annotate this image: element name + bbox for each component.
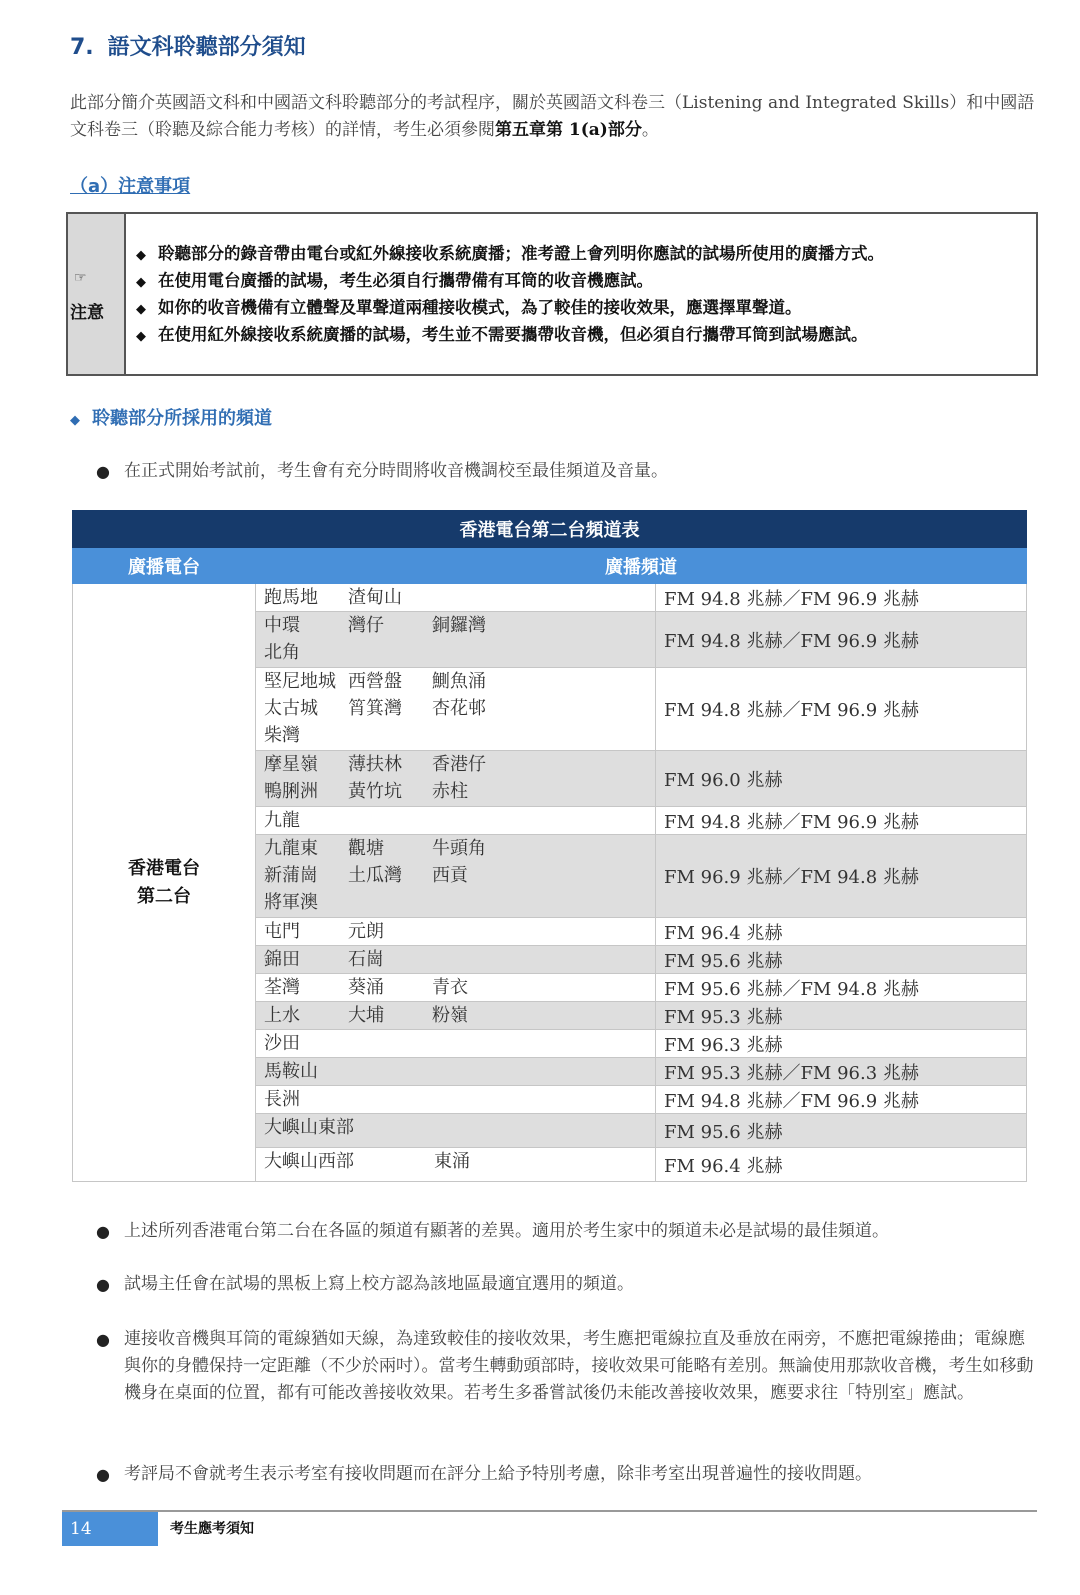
- area-name: 石崗: [348, 949, 384, 970]
- section-title: 語文科聆聽部分須知: [107, 35, 306, 60]
- area-name: 粉嶺: [432, 1005, 468, 1026]
- area-name: 沙田: [264, 1033, 300, 1054]
- subsection-a-heading: （a）注意事項: [70, 176, 191, 197]
- area-name: 摩星嶺: [264, 754, 318, 775]
- channels-heading-text: 聆聽部分所採用的頻道: [92, 408, 272, 429]
- bullet-dot-icon: ●: [96, 1465, 110, 1484]
- footer-title: 考生應考須知: [170, 1521, 254, 1537]
- area-name: 大嶼山西部: [264, 1151, 354, 1172]
- bullet-dot-icon: ●: [96, 1275, 110, 1294]
- areas-cell: [256, 835, 656, 918]
- frequency-cell: FM 95.6 兆赫: [656, 946, 1027, 974]
- frequency-cell: FM 96.3 兆赫: [656, 1030, 1027, 1058]
- frequency-cell: FM 94.8 兆赫／FM 96.9 兆赫: [656, 668, 1027, 751]
- area-line: [264, 1002, 647, 1029]
- frequency-cell: FM 94.8 兆赫／FM 96.9 兆赫: [656, 584, 1027, 612]
- area-name: 太古城: [264, 698, 318, 719]
- area-line: [264, 668, 647, 695]
- area-line: [264, 612, 647, 639]
- area-name: 東涌: [434, 1151, 470, 1172]
- notice-item: [136, 267, 1036, 294]
- diamond-bullet-icon: ◆: [136, 248, 146, 263]
- bullet-dot-icon: ●: [96, 462, 110, 481]
- frequency-cell: FM 94.8 兆赫／FM 96.9 兆赫: [656, 1086, 1027, 1114]
- bullet-text: 考評局不會就考生表示考室有接收問題而在評分上給予特別考慮，除非考室出現普遍性的接收問題。: [124, 1464, 872, 1484]
- pointing-hand-icon: ☞: [74, 270, 87, 286]
- area-line: [264, 722, 647, 749]
- area-line: [264, 695, 647, 722]
- bullet-text: 連接收音機與耳筒的電線猶如天線，為達致較佳的接收效果，考生應把電線拉直及垂放在兩旁，不應把電線捲曲；電線應與你的身體保持一定距離（不少於兩吋）。當考生轉動頭部時，接收效果可能略有差別。無論使用那款收音機，考生如移動機身在桌面的位置，都有可能改善接收效果。若考生多番嘗試後仍未能改善接收效果，應要求往「特別室」應試。: [124, 1329, 1034, 1403]
- area-name: 馬鞍山: [264, 1061, 318, 1082]
- station-name-line2: 第二台: [137, 885, 191, 907]
- frequency-cell: FM 95.6 兆赫／FM 94.8 兆赫: [656, 974, 1027, 1002]
- section-number: 7.: [70, 35, 94, 60]
- areas-cell: [256, 974, 656, 1002]
- areas-cell: [256, 946, 656, 974]
- area-name: 屯門: [264, 921, 300, 942]
- area-line: [264, 639, 647, 666]
- bullet-note-2: [96, 1271, 1036, 1298]
- frequency-cell: FM 94.8 兆赫／FM 96.9 兆赫: [656, 612, 1027, 668]
- header-frequency: 廣播頻道: [256, 548, 1027, 584]
- frequency-cell: FM 96.9 兆赫／FM 94.8 兆赫: [656, 835, 1027, 918]
- area-name: 薄扶林: [348, 754, 402, 775]
- area-line: [264, 946, 647, 973]
- area-name: 上水: [264, 1005, 300, 1026]
- areas-cell: [256, 584, 656, 612]
- frequency-cell: FM 95.3 兆赫: [656, 1002, 1027, 1030]
- bullet-text: 試場主任會在試場的黑板上寫上校方認為該地區最適宜選用的頻道。: [124, 1274, 634, 1294]
- frequency-cell: FM 96.0 兆赫: [656, 751, 1027, 807]
- notice-item: [136, 321, 1036, 348]
- notice-box: [66, 212, 1038, 376]
- area-line: [264, 778, 647, 805]
- area-line: [264, 1058, 647, 1085]
- areas-cell: [256, 1030, 656, 1058]
- area-line: [264, 1030, 647, 1057]
- areas-cell: [256, 1086, 656, 1114]
- areas-cell: [256, 1058, 656, 1086]
- notice-item-text: 聆聽部分的錄音帶由電台或紅外線接收系統廣播；准考證上會列明你應試的試場所使用的廣播方式。: [158, 244, 884, 263]
- header-station: 廣播電台: [73, 548, 256, 584]
- intro-paragraph: [70, 90, 1040, 144]
- area-name: 長洲: [264, 1089, 300, 1110]
- area-name: 土瓜灣: [348, 865, 402, 886]
- area-name: 將軍澳: [264, 892, 318, 913]
- area-line: [264, 974, 647, 1001]
- areas-cell: [256, 807, 656, 835]
- areas-cell: [256, 668, 656, 751]
- areas-cell: [256, 918, 656, 946]
- areas-cell: [256, 1114, 656, 1148]
- page-title: [70, 30, 306, 61]
- bullet-tuning: [96, 458, 1036, 485]
- area-name: 荃灣: [264, 977, 300, 998]
- bullet-dot-icon: ●: [96, 1330, 110, 1349]
- area-name: 杏花邨: [432, 698, 486, 719]
- area-line: [264, 889, 647, 916]
- area-name: 跑馬地: [264, 587, 318, 608]
- table-row: [73, 584, 1027, 612]
- notice-item-text: 如你的收音機備有立體聲及單聲道兩種接收模式，為了較佳的接收效果，應選擇單聲道。: [158, 298, 802, 317]
- notice-item-text: 在使用紅外線接收系統廣播的試場，考生並不需要攜帶收音機，但必須自行攜帶耳筒到試場應試。: [158, 325, 868, 344]
- area-name: 大嶼山東部: [264, 1117, 354, 1138]
- area-name: 灣仔: [348, 615, 384, 636]
- area-name: 堅尼地城: [264, 671, 336, 692]
- area-name: 元朗: [348, 921, 384, 942]
- area-name: 黃竹坑: [348, 781, 402, 802]
- area-line: [264, 1148, 647, 1175]
- area-name: 牛頭角: [432, 838, 486, 859]
- area-name: 渣甸山: [348, 587, 402, 608]
- area-name: 筲箕灣: [348, 698, 402, 719]
- intro-text: 此部分簡介英國語文科和中國語文科聆聽部分的考試程序，關於英國語文科卷三（Listening and Integrated Skills）和中國語文科卷三（聆聽及綜合能力考核）的詳情，考生必須參閱: [70, 93, 1035, 140]
- frequency-cell: FM 94.8 兆赫／FM 96.9 兆赫: [656, 807, 1027, 835]
- areas-cell: [256, 751, 656, 807]
- area-name: 青衣: [432, 977, 468, 998]
- diamond-bullet-icon: ◆: [136, 302, 146, 317]
- bullet-text: 在正式開始考試前，考生會有充分時間將收音機調校至最佳頻道及音量。: [124, 461, 668, 481]
- frequency-table: [72, 510, 1027, 1182]
- area-name: 葵涌: [348, 977, 384, 998]
- bullet-note-4: [96, 1461, 1036, 1488]
- area-line: [264, 918, 647, 945]
- channels-heading: [70, 404, 272, 430]
- diamond-bullet-icon: ◆: [136, 275, 146, 290]
- areas-cell: [256, 1148, 656, 1182]
- area-name: 鴨脷洲: [264, 781, 318, 802]
- area-line: [264, 1114, 647, 1141]
- area-name: 九龍東: [264, 838, 318, 859]
- area-name: 西貢: [432, 865, 468, 886]
- area-line: [264, 807, 647, 834]
- area-name: 錦田: [264, 949, 300, 970]
- areas-cell: [256, 612, 656, 668]
- intro-end: 。: [641, 120, 659, 140]
- area-name: 鰂魚涌: [432, 671, 486, 692]
- station-cell: [73, 584, 256, 1182]
- frequency-cell: FM 95.6 兆赫: [656, 1114, 1027, 1148]
- area-name: 柴灣: [264, 725, 300, 746]
- notice-list: [126, 214, 1036, 374]
- notice-label: 注意: [70, 303, 104, 323]
- notice-item: [136, 240, 1036, 267]
- area-line: [264, 835, 647, 862]
- area-line: [264, 862, 647, 889]
- area-name: 香港仔: [432, 754, 486, 775]
- area-name: 中環: [264, 615, 300, 636]
- bullet-text: 上述所列香港電台第二台在各區的頻道有顯著的差異。適用於考生家中的頻道未必是試場的最佳頻道。: [124, 1221, 889, 1241]
- notice-item: [136, 294, 1036, 321]
- bullet-dot-icon: ●: [96, 1222, 110, 1241]
- area-line: [264, 1086, 647, 1113]
- notice-item-text: 在使用電台廣播的試場，考生必須自行攜帶備有耳筒的收音機應試。: [158, 271, 653, 290]
- area-name: 新蒲崗: [264, 865, 318, 886]
- area-line: [264, 584, 647, 611]
- area-name: 九龍: [264, 810, 300, 831]
- frequency-cell: FM 96.4 兆赫: [656, 918, 1027, 946]
- intro-reference: 第五章第 1(a)部分: [495, 120, 642, 140]
- table-caption: 香港電台第二台頻道表: [73, 511, 1027, 548]
- station-name-line1: 香港電台: [128, 857, 200, 879]
- diamond-bullet-icon: ◆: [70, 413, 80, 428]
- frequency-cell: FM 95.3 兆赫／FM 96.3 兆赫: [656, 1058, 1027, 1086]
- areas-cell: [256, 1002, 656, 1030]
- area-name: 赤柱: [432, 781, 468, 802]
- area-name: 西營盤: [348, 671, 402, 692]
- area-name: 觀塘: [348, 838, 384, 859]
- area-name: 大埔: [348, 1005, 384, 1026]
- frequency-cell: FM 96.4 兆赫: [656, 1148, 1027, 1182]
- area-name: 北角: [264, 642, 300, 663]
- footer-rule: [62, 1510, 1037, 1512]
- area-line: [264, 751, 647, 778]
- diamond-bullet-icon: ◆: [136, 329, 146, 344]
- page-number: 14: [62, 1512, 158, 1546]
- area-name: 銅鑼灣: [432, 615, 486, 636]
- notice-side-panel: [68, 214, 126, 374]
- bullet-note-1: [96, 1218, 1036, 1245]
- bullet-note-3: [96, 1326, 1036, 1407]
